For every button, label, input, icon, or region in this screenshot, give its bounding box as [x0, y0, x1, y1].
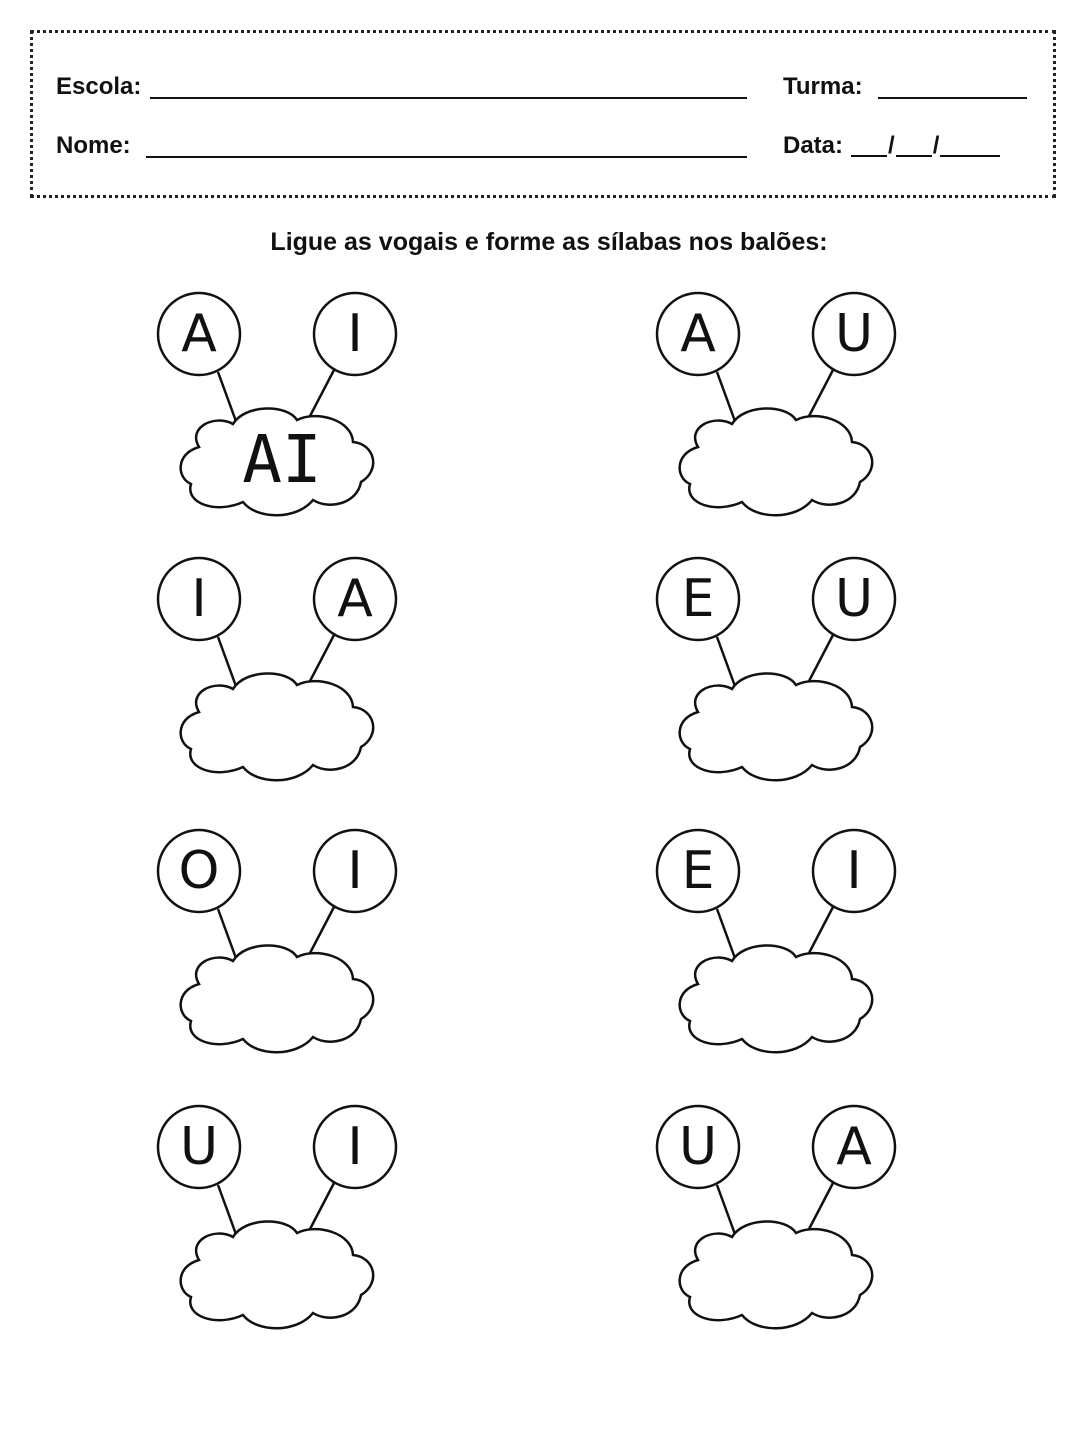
vowel-bubble-left: A	[181, 304, 217, 364]
syllable-answer[interactable]	[681, 420, 881, 500]
school-field[interactable]	[150, 97, 747, 99]
vowel-bubble-right: U	[834, 304, 874, 364]
syllable-answer[interactable]: AI	[242, 421, 322, 498]
exercise-1	[157, 292, 407, 532]
name-label: Nome:	[56, 132, 131, 159]
vowel-bubble-right: I	[846, 841, 862, 901]
header-box	[30, 30, 1056, 198]
syllable-answer[interactable]	[182, 957, 382, 1037]
vowel-bubble-left: E	[681, 841, 715, 901]
date-year-field[interactable]	[940, 131, 1000, 157]
vowel-bubble-left: U	[678, 1117, 718, 1177]
date-field	[783, 131, 1000, 160]
date-label: Data:	[783, 132, 844, 159]
syllable-answer[interactable]	[681, 685, 881, 765]
exercise-8	[656, 1105, 906, 1345]
class-label: Turma:	[783, 73, 863, 100]
exercise-5	[157, 829, 407, 1069]
name-field[interactable]	[146, 156, 747, 158]
vowel-bubble-right: I	[347, 1117, 363, 1177]
vowel-bubble-left: I	[191, 569, 207, 629]
exercise-6	[656, 829, 906, 1069]
vowel-bubble-left: A	[680, 304, 716, 364]
vowel-bubble-right: I	[347, 841, 363, 901]
date-separator: /	[932, 132, 940, 159]
syllable-answer[interactable]	[681, 957, 881, 1037]
date-day-field[interactable]	[851, 131, 887, 157]
date-month-field[interactable]	[896, 131, 932, 157]
vowel-bubble-right: U	[834, 569, 874, 629]
date-separator: /	[888, 132, 895, 159]
exercise-4	[656, 557, 906, 797]
vowel-bubble-left: O	[178, 841, 220, 901]
exercise-3	[157, 557, 407, 797]
vowel-bubble-right: I	[347, 304, 363, 364]
exercise-2	[656, 292, 906, 532]
vowel-bubble-left: E	[681, 569, 715, 629]
instruction-text: Ligue as vogais e forme as sílabas nos balões:	[270, 228, 828, 256]
exercise-7	[157, 1105, 407, 1345]
school-label: Escola:	[56, 73, 142, 100]
vowel-bubble-right: A	[836, 1117, 872, 1177]
syllable-answer[interactable]	[182, 1233, 382, 1313]
vowel-bubble-right: A	[337, 569, 373, 629]
syllable-answer[interactable]	[681, 1233, 881, 1313]
vowel-bubble-left: U	[179, 1117, 219, 1177]
syllable-answer[interactable]	[182, 685, 382, 765]
class-field[interactable]	[878, 97, 1027, 99]
